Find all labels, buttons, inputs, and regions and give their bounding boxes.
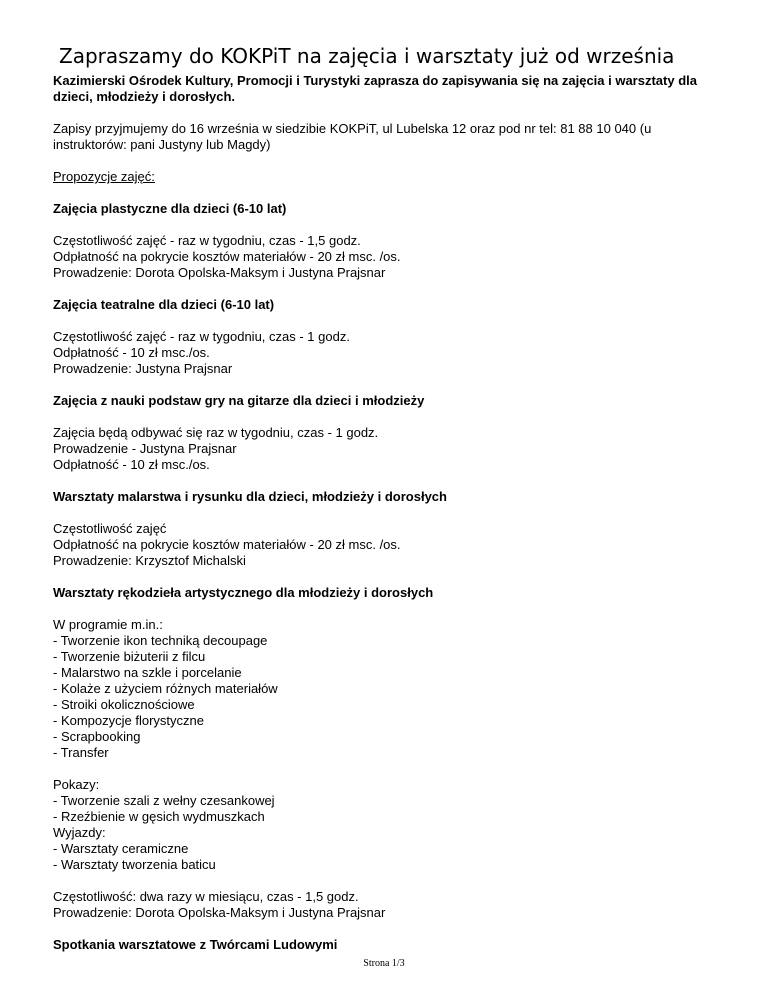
crafts-frequency: Częstotliwość: dwa razy w miesiącu, czas - 1,5 godz. [53,889,359,904]
section-line: Prowadzenie: Dorota Opolska-Maksym i Justyna Prajsnar [53,265,386,280]
section-line: Prowadzenie: Krzysztof Michalski [53,553,246,568]
trips-label: Wyjazdy: [53,825,106,840]
section-heading: Warsztaty malarstwa i rysunku dla dzieci, młodzieży i dorosłych [53,489,447,504]
program-item: - Kolaże z użyciem różnych materiałów [53,681,278,696]
section-line: Prowadzenie - Justyna Prajsnar [53,441,237,456]
section-line: Odpłatność na pokrycie kosztów materiałów - 20 zł msc. /os. [53,537,401,552]
section-line: Częstotliwość zajęć - raz w tygodniu, czas - 1,5 godz. [53,233,361,248]
section-line: Prowadzenie: Justyna Prajsnar [53,361,233,376]
crafts-heading: Warsztaty rękodzieła artystycznego dla młodzieży i dorosłych [53,585,434,600]
section-line: Zajęcia będą odbywać się raz w tygodniu, czas - 1 godz. [53,425,379,440]
section-line: Częstotliwość zajęć - raz w tygodniu, czas - 1 godz. [53,329,350,344]
program-item: - Kompozycje florystyczne [53,713,204,728]
document-page [53,0,723,953]
trips-item: - Warsztaty tworzenia baticu [53,857,216,872]
section-heading: Zajęcia z nauki podstaw gry na gitarze dla dzieci i młodzieży [53,393,425,408]
section-line: Odpłatność na pokrycie kosztów materiałów - 20 zł msc. /os. [53,249,401,264]
section-line: Odpłatność - 10 zł msc./os. [53,457,210,472]
intro-paragraph: Kazimierski Ośrodek Kultury, Promocji i Turystyki zaprasza do zapisywania się na zajęcia i warsztaty dla dzieci, młodzieży i dorosłych. [53,73,697,104]
program-item: - Stroiki okolicznościowe [53,697,195,712]
program-item: - Malarstwo na szkle i porcelanie [53,665,242,680]
trips-item: - Warsztaty ceramiczne [53,841,189,856]
section-heading: Zajęcia plastyczne dla dzieci (6-10 lat) [53,201,287,216]
crafts-leaders: Prowadzenie: Dorota Opolska-Maksym i Justyna Prajsnar [53,905,386,920]
program-item: - Scrapbooking [53,729,141,744]
document-title: Zapraszamy do KOKPiT na zajęcia i warsztaty już od września [59,44,675,68]
program-item: - Tworzenie biżuterii z filcu [53,649,206,664]
last-section-heading: Spotkania warsztatowe z Twórcami Ludowymi [53,937,338,952]
program-item: - Transfer [53,745,109,760]
shows-label: Pokazy: [53,777,100,792]
section-heading: Zajęcia teatralne dla dzieci (6-10 lat) [53,297,275,312]
enrollment-paragraph: Zapisy przyjmujemy do 16 września w siedzibie KOKPiT, ul Lubelska 12 oraz pod nr tel: 81 88 10 040 (u instruktorów: pani Justyny lub Magdy) [53,121,652,152]
section-line: Częstotliwość zajęć [53,521,167,536]
program-intro: W programie m.in.: [53,617,163,632]
page-number-footer: Strona 1/3 [363,958,405,969]
proposals-heading: Propozycje zajęć: [53,169,155,184]
section-line: Odpłatność - 10 zł msc./os. [53,345,210,360]
program-item: - Tworzenie ikon techniką decoupage [53,633,268,648]
shows-item: - Rzeźbienie w gęsich wydmuszkach [53,809,265,824]
shows-item: - Tworzenie szali z wełny czesankowej [53,793,275,808]
